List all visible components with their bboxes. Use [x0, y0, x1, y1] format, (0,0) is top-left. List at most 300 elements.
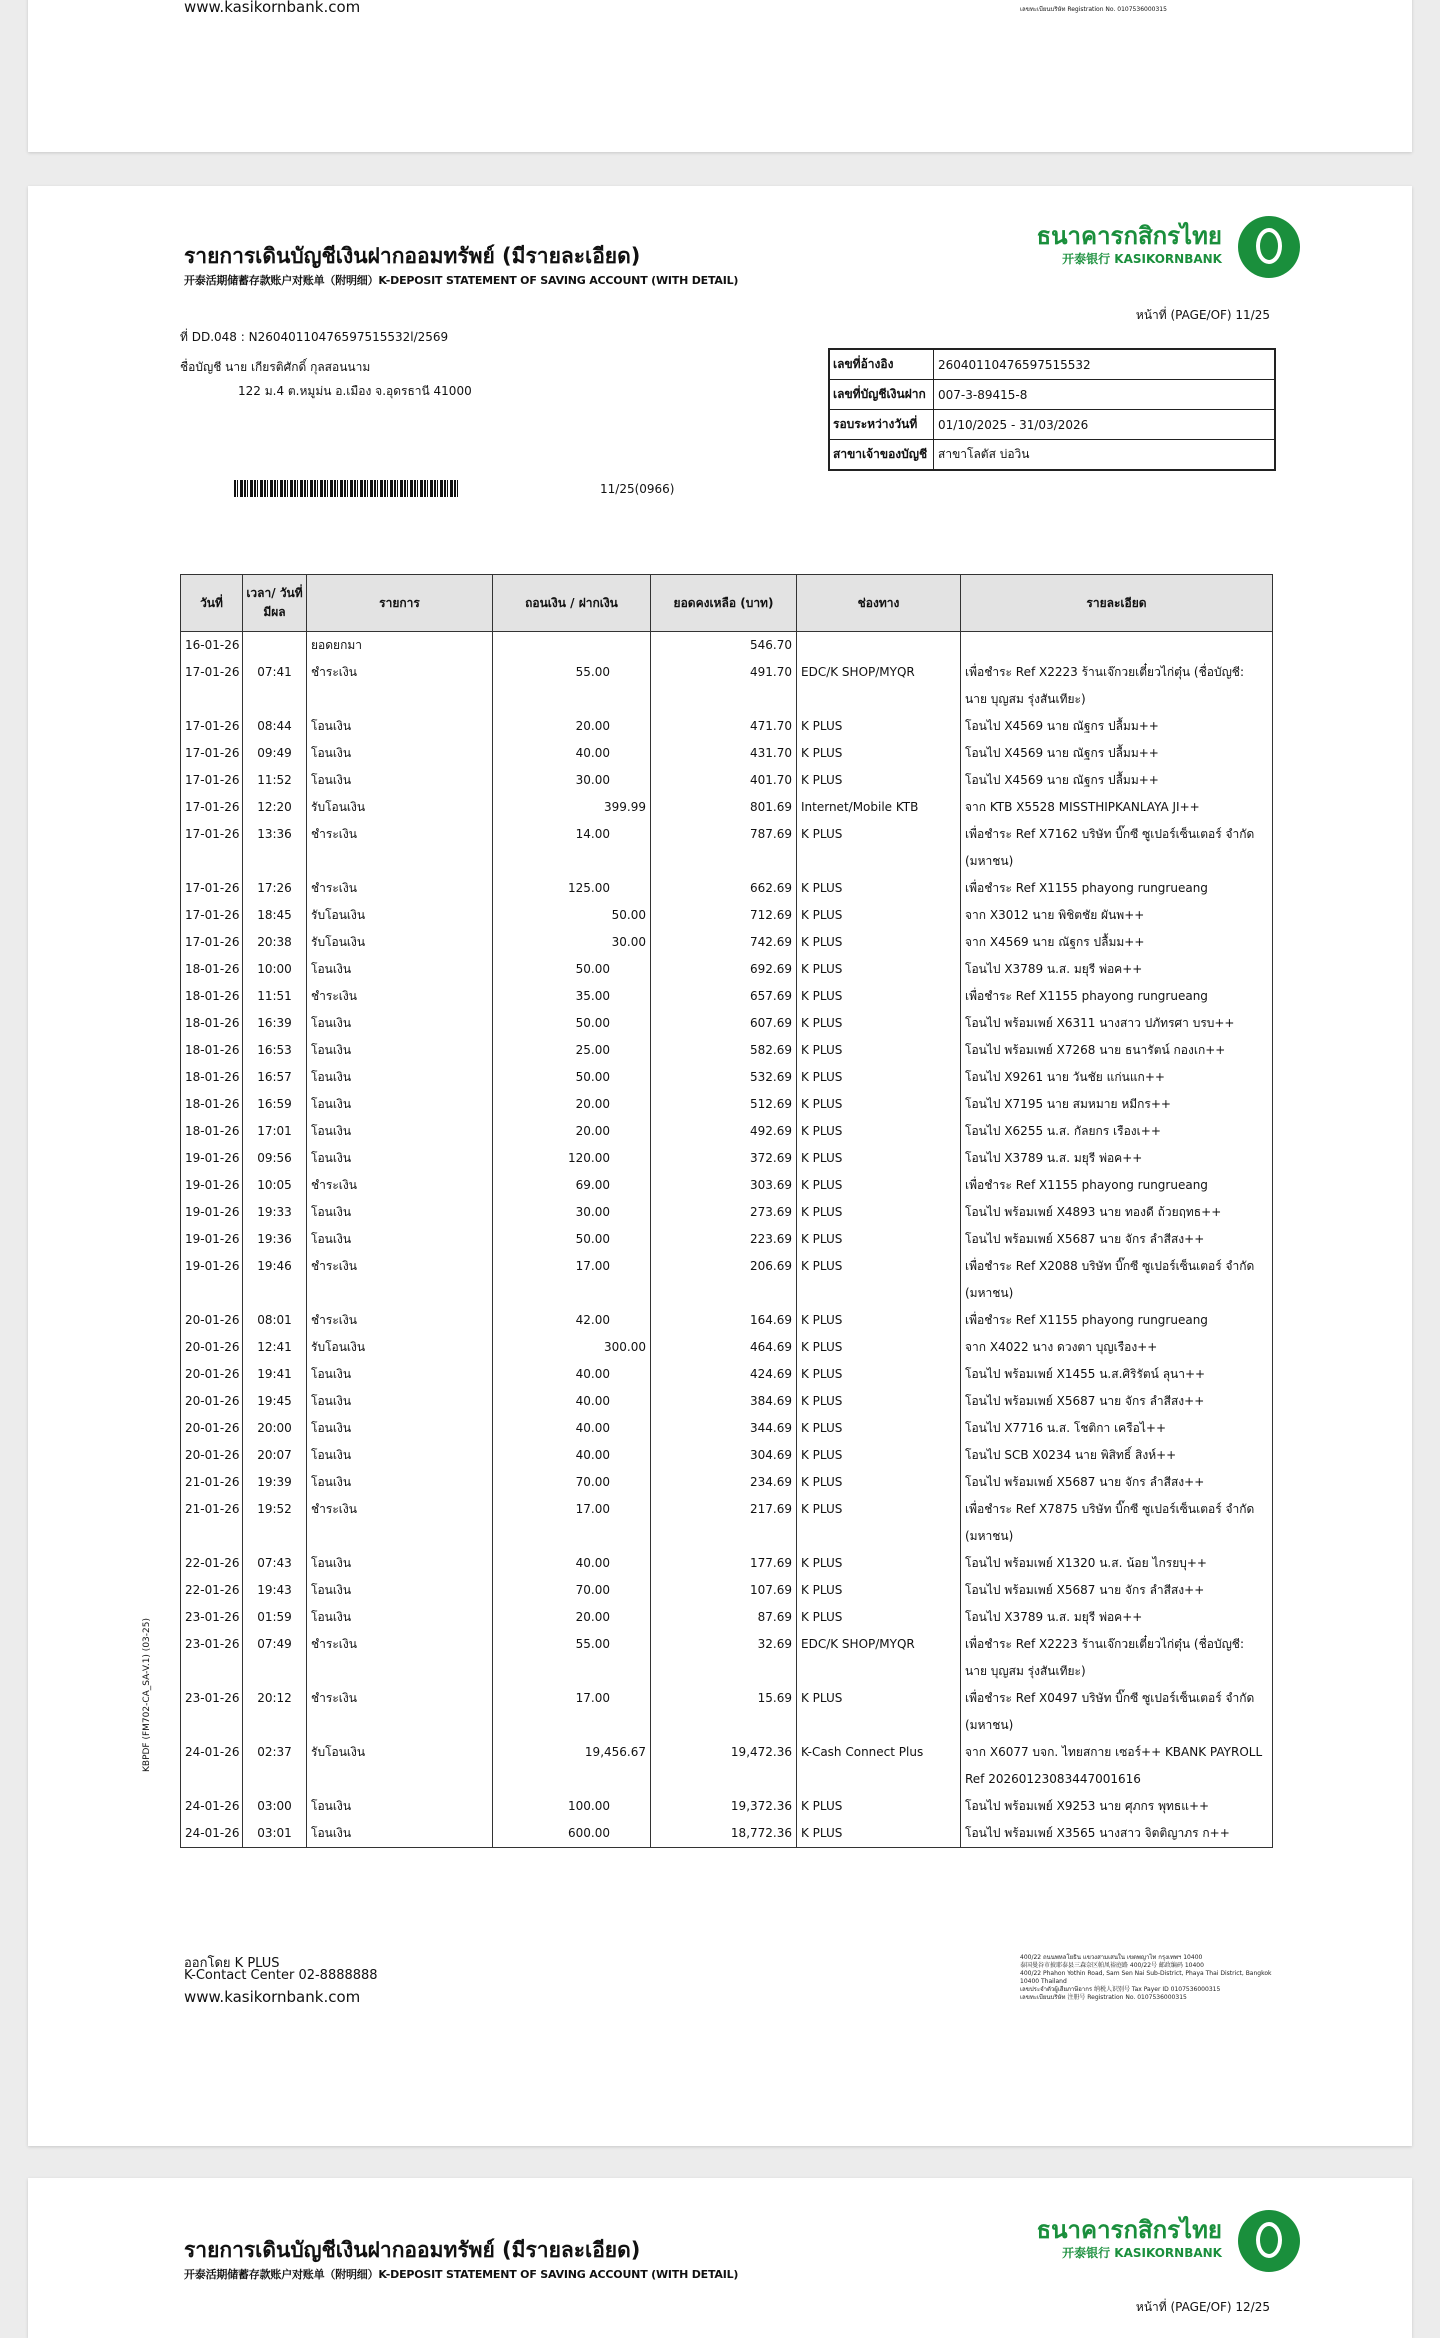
cell-balance: 712.69	[651, 902, 797, 929]
cell-type: ชำระเงิน	[307, 1631, 493, 1685]
table-row	[181, 1226, 1273, 1253]
cell-time: 19:45	[243, 1388, 307, 1415]
cell-detail: โอนไป X3789 น.ส. มยุรี พ่อค++	[961, 1604, 1273, 1631]
cell-withdrawal: 40.00	[575, 1556, 610, 1570]
col-balance-header: ยอดคงเหลือ (บาท)	[651, 575, 797, 632]
table-row	[181, 1010, 1273, 1037]
cell-date: 23-01-26	[181, 1631, 243, 1685]
table-row	[181, 1037, 1273, 1064]
table-row	[181, 1577, 1273, 1604]
cell-withdrawal: 40.00	[575, 1394, 610, 1408]
cell-type: ชำระเงิน	[307, 875, 493, 902]
cell-balance: 223.69	[651, 1226, 797, 1253]
cell-channel: K PLUS	[797, 821, 961, 875]
cell-channel: K PLUS	[797, 1010, 961, 1037]
cell-time: 03:00	[243, 1793, 307, 1820]
cell-amount	[493, 956, 651, 983]
cell-balance: 19,372.36	[651, 1793, 797, 1820]
cell-balance: 787.69	[651, 821, 797, 875]
cell-amount	[493, 1064, 651, 1091]
bank-name-th: ธนาคารกสิกรไทย	[1036, 222, 1222, 250]
cell-channel: Internet/Mobile KTB	[797, 794, 961, 821]
cell-type: ชำระเงิน	[307, 983, 493, 1010]
cell-balance: 177.69	[651, 1550, 797, 1577]
cell-withdrawal: 125.00	[568, 881, 610, 895]
cell-date: 20-01-26	[181, 1415, 243, 1442]
cell-channel: K PLUS	[797, 1361, 961, 1388]
cell-withdrawal: 40.00	[575, 1448, 610, 1462]
cell-channel: K PLUS	[797, 956, 961, 983]
account-address: 122 ม.4 ต.หมูม่น อ.เมือง จ.อุดรธานี 41000	[238, 384, 472, 398]
cell-balance: 546.70	[651, 632, 797, 660]
form-code: KBPDF (FM702-CA_SA-V.1) (03-25)	[142, 1618, 152, 1772]
cell-deposit: 300.00	[604, 1340, 646, 1354]
cell-channel: K PLUS	[797, 1091, 961, 1118]
cell-date: 19-01-26	[181, 1253, 243, 1307]
cell-channel: K PLUS	[797, 767, 961, 794]
cell-type: โอนเงิน	[307, 1064, 493, 1091]
cell-channel: K PLUS	[797, 929, 961, 956]
cell-date: 23-01-26	[181, 1685, 243, 1739]
cell-detail: เพื่อชำระ Ref X0497 บริษัท บิ๊กซี ซูเปอร์เซ็นเตอร์ จำกัด (มหาชน)	[961, 1685, 1273, 1739]
cell-amount	[493, 713, 651, 740]
cell-date: 19-01-26	[181, 1172, 243, 1199]
cell-amount	[493, 1253, 651, 1307]
cell-amount	[493, 1307, 651, 1334]
info-label: เลขที่บัญชีเงินฝาก	[830, 380, 934, 409]
cell-date: 20-01-26	[181, 1334, 243, 1361]
cell-time: 19:46	[243, 1253, 307, 1307]
cell-type: โอนเงิน	[307, 1199, 493, 1226]
cell-detail: โอนไป พร้อมเพย์ X5687 นาย จักร ลำสีสง++	[961, 1469, 1273, 1496]
table-row	[181, 740, 1273, 767]
table-row	[181, 713, 1273, 740]
cell-channel: K PLUS	[797, 875, 961, 902]
cell-date: 18-01-26	[181, 1118, 243, 1145]
barcode	[234, 480, 458, 497]
table-row	[181, 1469, 1273, 1496]
statement-title: รายการเดินบัญชีเงินฝากออมทรัพย์ (มีรายละเอียด)	[184, 244, 641, 268]
cell-time: 02:37	[243, 1739, 307, 1793]
cell-time: 20:38	[243, 929, 307, 956]
cell-amount	[493, 1010, 651, 1037]
cell-time: 17:26	[243, 875, 307, 902]
cell-date: 18-01-26	[181, 983, 243, 1010]
cell-amount	[493, 632, 651, 660]
footer-website: www.kasikornbank.com	[184, 1988, 361, 2006]
cell-amount	[493, 659, 651, 713]
col-time-header: เวลา/ วันที่มีผล	[243, 575, 307, 632]
cell-date: 17-01-26	[181, 929, 243, 956]
next-statement-subtitle: 开泰活期储蓄存款账户对账单（附明细）K-DEPOSIT STATEMENT OF SAVING ACCOUNT (WITH DETAIL)	[184, 2268, 739, 2281]
table-row	[181, 929, 1273, 956]
kbank-leaf-icon	[1238, 2210, 1300, 2272]
cell-balance: 32.69	[651, 1631, 797, 1685]
cell-withdrawal: 40.00	[575, 746, 610, 760]
cell-deposit: 399.99	[604, 800, 646, 814]
cell-date: 20-01-26	[181, 1307, 243, 1334]
cell-withdrawal: 70.00	[575, 1475, 610, 1489]
cell-date: 16-01-26	[181, 632, 243, 660]
cell-amount	[493, 740, 651, 767]
cell-time: 20:12	[243, 1685, 307, 1739]
cell-type: โอนเงิน	[307, 1604, 493, 1631]
cell-detail: เพื่อชำระ Ref X1155 phayong rungrueang	[961, 875, 1273, 902]
cell-amount	[493, 1820, 651, 1848]
cell-time: 11:51	[243, 983, 307, 1010]
cell-amount	[493, 1631, 651, 1685]
cell-channel: K PLUS	[797, 713, 961, 740]
cell-time: 07:41	[243, 659, 307, 713]
table-row	[181, 1442, 1273, 1469]
cell-amount	[493, 875, 651, 902]
cell-amount	[493, 1496, 651, 1550]
col-amount-header: ถอนเงิน / ฝากเงิน	[493, 575, 651, 632]
table-header-row	[181, 575, 1273, 632]
cell-type: โอนเงิน	[307, 1793, 493, 1820]
cell-type: รับโอนเงิน	[307, 1739, 493, 1793]
cell-amount	[493, 1091, 651, 1118]
cell-channel: K PLUS	[797, 902, 961, 929]
cell-withdrawal: 30.00	[575, 773, 610, 787]
cell-type: โอนเงิน	[307, 1415, 493, 1442]
cell-withdrawal: 50.00	[575, 1232, 610, 1246]
cell-amount	[493, 929, 651, 956]
cell-date: 18-01-26	[181, 1091, 243, 1118]
cell-time: 09:56	[243, 1145, 307, 1172]
cell-time: 01:59	[243, 1604, 307, 1631]
cell-balance: 607.69	[651, 1010, 797, 1037]
cell-detail: โอนไป X6255 น.ส. กัลยกร เรืองเ++	[961, 1118, 1273, 1145]
info-label: เลขที่อ้างอิง	[830, 350, 934, 379]
cell-detail: โอนไป X7195 นาย สมหมาย หมีกร++	[961, 1091, 1273, 1118]
cell-balance: 401.70	[651, 767, 797, 794]
cell-withdrawal: 20.00	[575, 719, 610, 733]
table-row	[181, 1739, 1273, 1793]
cell-time: 07:49	[243, 1631, 307, 1685]
cell-detail: โอนไป X4569 นาย ณัฐกร ปลื้มม++	[961, 740, 1273, 767]
cell-time: 19:36	[243, 1226, 307, 1253]
table-row	[181, 821, 1273, 875]
table-row	[181, 1820, 1273, 1848]
table-row	[181, 902, 1273, 929]
info-value: 26040110476597515532	[938, 357, 1091, 372]
statement-subtitle: 开泰活期储蓄存款账户对账单（附明细）K-DEPOSIT STATEMENT OF SAVING ACCOUNT (WITH DETAIL)	[184, 274, 739, 287]
info-row	[830, 380, 1274, 410]
issued-by: ออกโดย K PLUS	[184, 1956, 280, 1971]
table-row	[181, 1685, 1273, 1739]
cell-type: โอนเงิน	[307, 1226, 493, 1253]
cell-date: 18-01-26	[181, 1037, 243, 1064]
cell-amount	[493, 1793, 651, 1820]
cell-type: โอนเงิน	[307, 1442, 493, 1469]
cell-time: 08:01	[243, 1307, 307, 1334]
cell-type: โอนเงิน	[307, 767, 493, 794]
cell-balance: 512.69	[651, 1091, 797, 1118]
cell-withdrawal: 42.00	[575, 1313, 610, 1327]
cell-date: 24-01-26	[181, 1739, 243, 1793]
table-row	[181, 1199, 1273, 1226]
cell-withdrawal: 50.00	[575, 1016, 610, 1030]
info-value: 01/10/2025 - 31/03/2026	[938, 417, 1089, 432]
next-page	[28, 2178, 1412, 2338]
cell-balance: 692.69	[651, 956, 797, 983]
cell-time: 11:52	[243, 767, 307, 794]
cell-balance: 662.69	[651, 875, 797, 902]
table-row	[181, 1361, 1273, 1388]
cell-date: 24-01-26	[181, 1820, 243, 1848]
cell-type: โอนเงิน	[307, 956, 493, 983]
info-label: สาขาเจ้าของบัญชี	[830, 440, 934, 469]
cell-time: 07:43	[243, 1550, 307, 1577]
cell-balance: 164.69	[651, 1307, 797, 1334]
cell-detail: จาก KTB X5528 MISSTHIPKANLAYA JI++	[961, 794, 1273, 821]
cell-channel: K PLUS	[797, 1307, 961, 1334]
cell-detail	[961, 632, 1273, 660]
cell-withdrawal: 20.00	[575, 1124, 610, 1138]
cell-type: โอนเงิน	[307, 1550, 493, 1577]
cell-detail: โอนไป X7716 น.ส. โชติกา เครือไ++	[961, 1415, 1273, 1442]
cell-time: 10:05	[243, 1172, 307, 1199]
cell-date: 17-01-26	[181, 713, 243, 740]
cell-type: ชำระเงิน	[307, 1496, 493, 1550]
cell-detail: เพื่อชำระ Ref X1155 phayong rungrueang	[961, 1307, 1273, 1334]
cell-type: ชำระเงิน	[307, 1307, 493, 1334]
table-row	[181, 1091, 1273, 1118]
cell-amount	[493, 1415, 651, 1442]
cell-withdrawal: 40.00	[575, 1367, 610, 1381]
cell-date: 18-01-26	[181, 956, 243, 983]
cell-balance: 471.70	[651, 713, 797, 740]
col-detail-header: รายละเอียด	[961, 575, 1273, 632]
transaction-table	[180, 574, 1273, 1848]
account-info-box	[828, 348, 1276, 471]
cell-withdrawal: 69.00	[575, 1178, 610, 1192]
info-label: รอบระหว่างวันที่	[830, 410, 934, 439]
cell-type: รับโอนเงิน	[307, 902, 493, 929]
cell-channel: K PLUS	[797, 1064, 961, 1091]
table-row	[181, 1307, 1273, 1334]
cell-balance: 532.69	[651, 1064, 797, 1091]
cell-channel: K PLUS	[797, 1496, 961, 1550]
cell-type: โอนเงิน	[307, 1361, 493, 1388]
previous-page	[28, 0, 1412, 152]
table-row	[181, 1172, 1273, 1199]
cell-channel: K PLUS	[797, 1577, 961, 1604]
cell-detail: จาก X3012 นาย พิชิตชัย ผันพ++	[961, 902, 1273, 929]
cell-time: 19:52	[243, 1496, 307, 1550]
bank-name-en: 开泰银行 KASIKORNBANK	[1062, 252, 1222, 266]
cell-amount	[493, 1226, 651, 1253]
cell-amount	[493, 1145, 651, 1172]
cell-channel: K PLUS	[797, 1442, 961, 1469]
cell-date: 20-01-26	[181, 1388, 243, 1415]
cell-date: 18-01-26	[181, 1064, 243, 1091]
table-row	[181, 1793, 1273, 1820]
cell-detail: จาก X6077 บจก. ไทยสกาย เซอร์++ KBANK PAYROLL Ref 20260123083447001616	[961, 1739, 1273, 1793]
cell-balance: 742.69	[651, 929, 797, 956]
cell-date: 23-01-26	[181, 1604, 243, 1631]
cell-date: 22-01-26	[181, 1550, 243, 1577]
cell-withdrawal: 40.00	[575, 1421, 610, 1435]
cell-detail: โอนไป พร้อมเพย์ X9253 นาย ศุภกร พุทธแ++	[961, 1793, 1273, 1820]
cell-balance: 801.69	[651, 794, 797, 821]
cell-amount	[493, 1469, 651, 1496]
cell-detail: เพื่อชำระ Ref X2223 ร้านเจ๊กวยเตี๋ยวไก่ตุ๋น (ชื่อบัญชี: นาย บุญสม รุ่งสันเทียะ)	[961, 1631, 1273, 1685]
table-row	[181, 1415, 1273, 1442]
cell-balance: 304.69	[651, 1442, 797, 1469]
cell-balance: 217.69	[651, 1496, 797, 1550]
cell-date: 18-01-26	[181, 1010, 243, 1037]
cell-type: ชำระเงิน	[307, 1253, 493, 1307]
cell-balance: 491.70	[651, 659, 797, 713]
cell-channel: K PLUS	[797, 740, 961, 767]
cell-amount	[493, 1118, 651, 1145]
cell-balance: 15.69	[651, 1685, 797, 1739]
cell-amount	[493, 1334, 651, 1361]
cell-date: 17-01-26	[181, 794, 243, 821]
cell-withdrawal: 20.00	[575, 1610, 610, 1624]
cell-channel: K PLUS	[797, 983, 961, 1010]
table-row	[181, 1253, 1273, 1307]
cell-type: ชำระเงิน	[307, 1172, 493, 1199]
cell-type: รับโอนเงิน	[307, 1334, 493, 1361]
cell-date: 22-01-26	[181, 1577, 243, 1604]
prev-page-registration: เลขทะเบียนบริษัท Registration No. 0107536000315	[1020, 6, 1167, 13]
cell-amount	[493, 1685, 651, 1739]
cell-detail: เพื่อชำระ Ref X7162 บริษัท บิ๊กซี ซูเปอร์เซ็นเตอร์ จำกัด (มหาชน)	[961, 821, 1273, 875]
cell-detail: โอนไป พร้อมเพย์ X6311 นางสาว ปภัทรศา บรบ++	[961, 1010, 1273, 1037]
cell-date: 19-01-26	[181, 1226, 243, 1253]
table-row	[181, 983, 1273, 1010]
cell-balance: 273.69	[651, 1199, 797, 1226]
cell-balance: 344.69	[651, 1415, 797, 1442]
table-row	[181, 1118, 1273, 1145]
cell-date: 21-01-26	[181, 1469, 243, 1496]
cell-channel: K PLUS	[797, 1334, 961, 1361]
cell-time: 20:07	[243, 1442, 307, 1469]
cell-balance: 431.70	[651, 740, 797, 767]
cell-date: 17-01-26	[181, 659, 243, 713]
cell-channel: K PLUS	[797, 1550, 961, 1577]
kbank-leaf-icon	[1238, 216, 1300, 278]
cell-withdrawal: 17.00	[575, 1502, 610, 1516]
info-row	[830, 440, 1274, 469]
cell-date: 17-01-26	[181, 875, 243, 902]
cell-time: 17:01	[243, 1118, 307, 1145]
cell-detail: โอนไป X4569 นาย ณัฐกร ปลื้มม++	[961, 713, 1273, 740]
info-row	[830, 350, 1274, 380]
cell-type: โอนเงิน	[307, 1469, 493, 1496]
col-type-header: รายการ	[307, 575, 493, 632]
cell-withdrawal: 17.00	[575, 1259, 610, 1273]
cell-balance: 87.69	[651, 1604, 797, 1631]
cell-balance: 234.69	[651, 1469, 797, 1496]
cell-withdrawal: 50.00	[575, 962, 610, 976]
cell-amount	[493, 794, 651, 821]
table-row	[181, 1064, 1273, 1091]
cell-date: 20-01-26	[181, 1442, 243, 1469]
cell-type: โอนเงิน	[307, 1577, 493, 1604]
cell-date: 17-01-26	[181, 902, 243, 929]
cell-time: 16:57	[243, 1064, 307, 1091]
kbank-logo	[1000, 216, 1300, 286]
cell-type: ชำระเงิน	[307, 821, 493, 875]
cell-withdrawal: 55.00	[575, 1637, 610, 1651]
cell-detail: โอนไป X4569 นาย ณัฐกร ปลื้มม++	[961, 767, 1273, 794]
cell-balance: 424.69	[651, 1361, 797, 1388]
cell-detail: เพื่อชำระ Ref X2088 บริษัท บิ๊กซี ซูเปอร์เซ็นเตอร์ จำกัด (มหาชน)	[961, 1253, 1273, 1307]
cell-detail: โอนไป พร้อมเพย์ X1320 น.ส. น้อย ไกรยบุ++	[961, 1550, 1273, 1577]
cell-balance: 19,472.36	[651, 1739, 797, 1793]
cell-channel: K-Cash Connect Plus	[797, 1739, 961, 1793]
cell-channel: K PLUS	[797, 1253, 961, 1307]
table-row	[181, 875, 1273, 902]
cell-balance: 582.69	[651, 1037, 797, 1064]
cell-withdrawal: 50.00	[575, 1070, 610, 1084]
table-row	[181, 659, 1273, 713]
cell-detail: เพื่อชำระ Ref X1155 phayong rungrueang	[961, 983, 1273, 1010]
cell-detail: โอนไป พร้อมเพย์ X5687 นาย จักร ลำสีสง++	[961, 1226, 1273, 1253]
cell-balance: 657.69	[651, 983, 797, 1010]
cell-date: 17-01-26	[181, 740, 243, 767]
cell-channel: EDC/K SHOP/MYQR	[797, 659, 961, 713]
next-statement-title: รายการเดินบัญชีเงินฝากออมทรัพย์ (มีรายละเอียด)	[184, 2238, 641, 2262]
cell-amount	[493, 1739, 651, 1793]
cell-time: 09:49	[243, 740, 307, 767]
cell-deposit: 30.00	[611, 935, 646, 949]
col-channel-header: ช่องทาง	[797, 575, 961, 632]
account-name: ชื่อบัญชี นาย เกียรติศักดิ์ กุลสอนนาม	[180, 360, 371, 374]
table-row	[181, 1496, 1273, 1550]
cell-channel: K PLUS	[797, 1226, 961, 1253]
info-value: สาขาโลตัส บ่อวิน	[938, 447, 1030, 461]
cell-channel: K PLUS	[797, 1037, 961, 1064]
table-row	[181, 1388, 1273, 1415]
cell-channel: K PLUS	[797, 1469, 961, 1496]
cell-balance: 107.69	[651, 1577, 797, 1604]
cell-type: รับโอนเงิน	[307, 794, 493, 821]
cell-withdrawal: 120.00	[568, 1151, 610, 1165]
cell-amount	[493, 1361, 651, 1388]
cell-withdrawal: 100.00	[568, 1799, 610, 1813]
cell-withdrawal: 30.00	[575, 1205, 610, 1219]
cell-channel: K PLUS	[797, 1793, 961, 1820]
cell-withdrawal: 14.00	[575, 827, 610, 841]
table-row	[181, 767, 1273, 794]
address-line: 400/22 ถนนพหลโยธิน แขวงสามเสนใน เขตพญาไท กรุงเทพฯ 10400	[1020, 1954, 1203, 1961]
cell-channel: K PLUS	[797, 1604, 961, 1631]
table-row	[181, 1550, 1273, 1577]
bank-address	[1020, 1954, 1280, 2002]
cell-amount	[493, 767, 651, 794]
cell-time: 16:53	[243, 1037, 307, 1064]
cell-type: ชำระเงิน	[307, 659, 493, 713]
bank-name-th: ธนาคารกสิกรไทย	[1036, 2216, 1222, 2244]
cell-detail: จาก X4022 นาง ดวงตา บุญเรือง++	[961, 1334, 1273, 1361]
cell-detail: โอนไป SCB X0234 นาย พิสิทธิ์ สิงห์++	[961, 1442, 1273, 1469]
cell-amount	[493, 1172, 651, 1199]
cell-detail: โอนไป พร้อมเพย์ X3565 นางสาว จิตติญาภร ก++	[961, 1820, 1273, 1848]
cell-withdrawal: 70.00	[575, 1583, 610, 1597]
cell-amount	[493, 1442, 651, 1469]
cell-time: 12:41	[243, 1334, 307, 1361]
cell-channel: K PLUS	[797, 1145, 961, 1172]
cell-type: โอนเงิน	[307, 1388, 493, 1415]
cell-detail: โอนไป X9261 นาย วันชัย แก่นแก++	[961, 1064, 1273, 1091]
cell-channel: K PLUS	[797, 1415, 961, 1442]
table-row	[181, 1631, 1273, 1685]
